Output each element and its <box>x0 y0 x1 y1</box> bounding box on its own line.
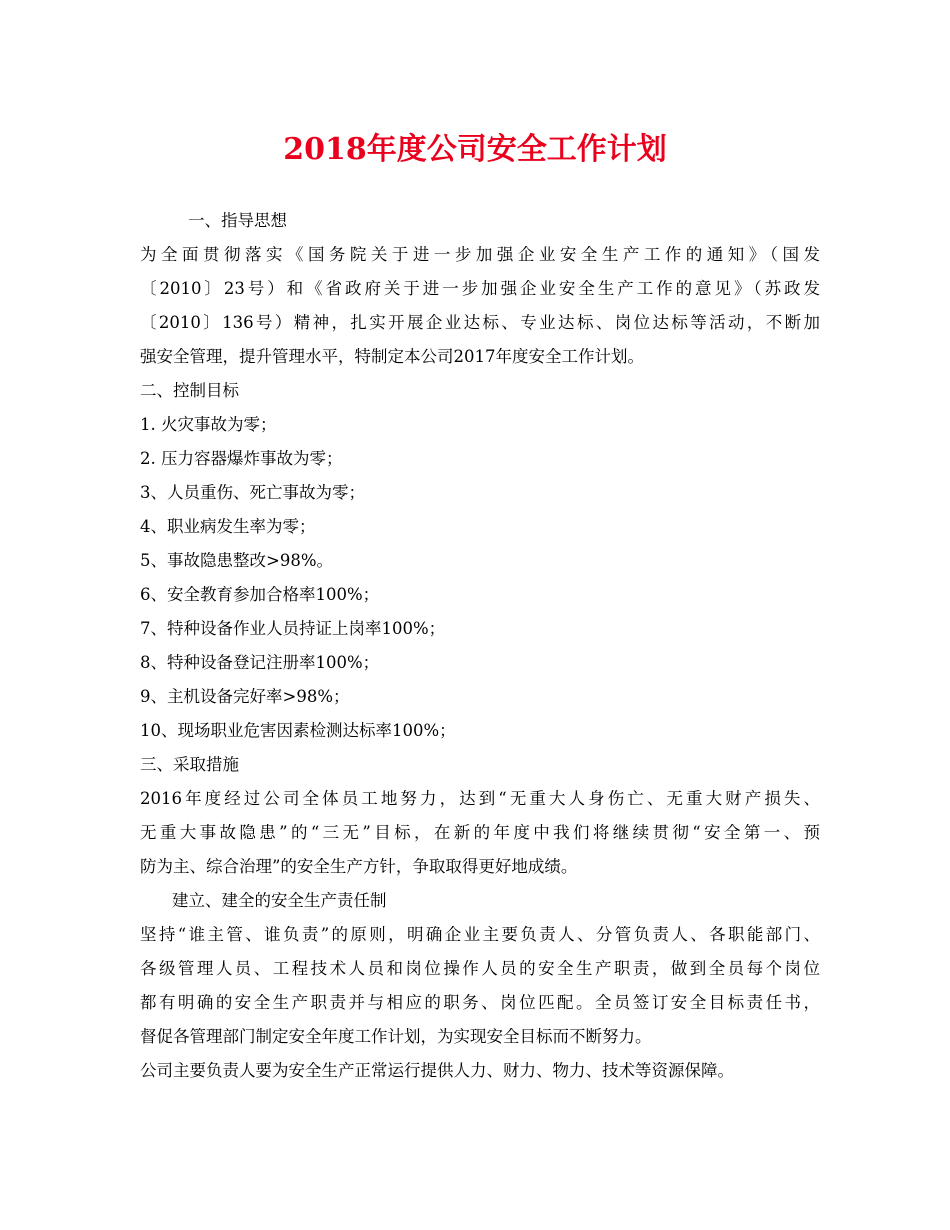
section-heading-control-targets: 二、控制目标 <box>140 381 239 400</box>
document-title: 2018年度公司安全工作计划 <box>283 132 667 167</box>
paragraph-line: 无重大事故隐患”的“三无”目标，在新的年度中我们将继续贯彻“安全第一、预 <box>140 823 820 842</box>
paragraph-line: 〔2010〕23号）和《省政府关于进一步加强企业安全生产工作的意见》（苏政发 <box>140 279 820 298</box>
paragraph-line: 督促各管理部门制定安全年度工作计划，为实现安全目标而不断努力。 <box>140 1027 652 1046</box>
list-item: 8、特种设备登记注册率100%； <box>140 653 380 672</box>
paragraph-line: 2016年度经过公司全体员工地努力，达到“无重大人身伤亡、无重大财产损失、 <box>140 789 820 808</box>
section-heading-measures: 三、采取措施 <box>140 755 239 774</box>
paragraph-line: 坚持“谁主管、谁负责”的原则，明确企业主要负责人、分管负责人、各职能部门、 <box>140 925 820 944</box>
paragraph-line: 强安全管理，提升管理水平，特制定本公司2017年度安全工作计划。 <box>140 347 644 366</box>
paragraph-line: 防为主、综合治理”的安全生产方针，争取取得更好地成绩。 <box>140 857 578 876</box>
list-item: 7、特种设备作业人员持证上岗率100%； <box>140 619 446 638</box>
list-item: 1. 火灾事故为零； <box>140 415 277 434</box>
list-item: 4、职业病发生率为零； <box>140 517 316 536</box>
paragraph-line: 〔2010〕136号）精神，扎实开展企业达标、专业达标、岗位达标等活动，不断加 <box>140 313 820 332</box>
subsection-heading-responsibility-system: 建立、建全的安全生产责任制 <box>172 891 387 910</box>
list-item: 9、主机设备完好率>98%； <box>140 687 350 706</box>
list-item: 6、安全教育参加合格率100%； <box>140 585 380 604</box>
paragraph-line: 为全面贯彻落实《国务院关于进一步加强企业安全生产工作的通知》（国发 <box>140 245 820 264</box>
list-item: 3、人员重伤、死亡事故为零； <box>140 483 365 502</box>
list-item: 2. 压力容器爆炸事故为零； <box>140 449 343 468</box>
list-item: 5、事故隐患整改>98%。 <box>140 551 333 570</box>
document-body <box>140 204 820 1088</box>
list-item: 10、现场职业危害因素检测达标率100%； <box>140 721 456 740</box>
section-heading-guiding-ideology: 一、指导思想 <box>188 211 287 230</box>
paragraph-line: 各级管理人员、工程技术人员和岗位操作人员的安全生产职责，做到全员每个岗位 <box>140 959 820 978</box>
paragraph-line: 都有明确的安全生产职责并与相应的职务、岗位匹配。全员签订安全目标责任书， <box>140 993 820 1012</box>
paragraph-line: 公司主要负责人要为安全生产正常运行提供人力、财力、物力、技术等资源保障。 <box>140 1061 734 1080</box>
